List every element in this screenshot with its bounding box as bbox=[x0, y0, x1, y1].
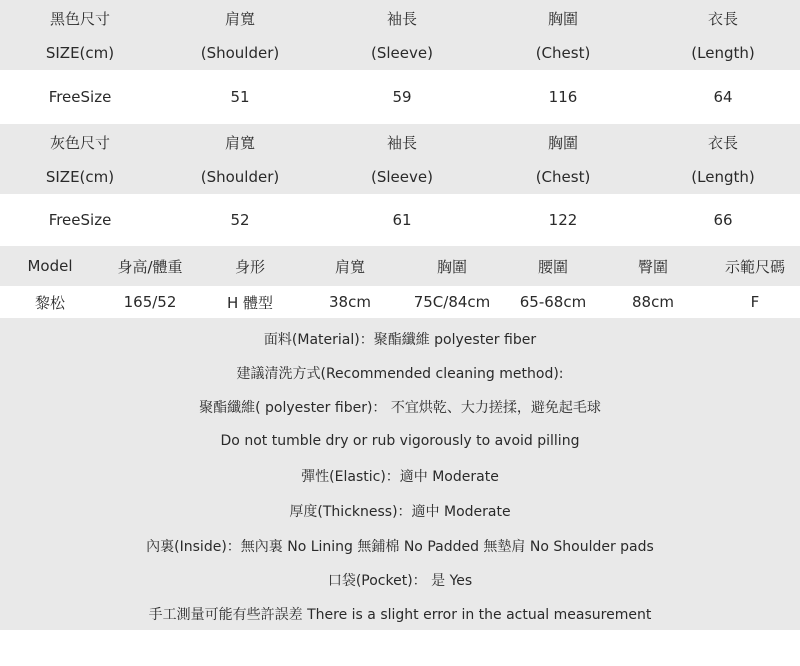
cleaning-note-zh: 聚酯纖維( polyester fiber)： 不宜烘乾、大力搓揉，避免起毛球 bbox=[199, 400, 601, 416]
gray-size-data-row bbox=[0, 194, 800, 246]
elastic-note: 彈性(Elastic)：適中 Moderate bbox=[301, 469, 499, 485]
material-note: 面料(Material)：聚酯纖維 polyester fiber bbox=[263, 332, 537, 348]
length-value: 66 bbox=[713, 211, 733, 229]
waist-value: 65-68cm bbox=[519, 293, 587, 311]
hip-value: 88cm bbox=[632, 293, 674, 311]
size-label: FreeSize bbox=[48, 211, 112, 229]
col-length-en: (Length) bbox=[691, 44, 755, 62]
cleaning-note-en: Do not tumble dry or rub vigorously to avoid pilling bbox=[220, 433, 580, 449]
size-unit-label: SIZE(cm) bbox=[45, 44, 115, 62]
gray-size-header bbox=[0, 124, 800, 194]
col-sleeve-zh: 袖長 bbox=[386, 133, 417, 152]
sleeve-value: 59 bbox=[392, 88, 412, 106]
col-chest-zh: 胸圍 bbox=[547, 133, 578, 152]
model-name: 黎松 bbox=[34, 293, 65, 312]
col-chest-en: (Chest) bbox=[535, 168, 591, 186]
shoulder-value: 38cm bbox=[329, 293, 371, 311]
col-shoulder-zh: 肩寬 bbox=[224, 9, 255, 28]
shoulder-header: 肩寬 bbox=[334, 257, 365, 276]
hip-header: 臀圍 bbox=[637, 257, 668, 276]
col-sleeve-en: (Sleeve) bbox=[371, 168, 433, 186]
model-header: Model bbox=[27, 257, 73, 275]
pocket-note: 口袋(Pocket)： 是 Yes bbox=[327, 573, 473, 589]
col-shoulder-en: (Shoulder) bbox=[200, 168, 280, 186]
size-unit-label: SIZE(cm) bbox=[45, 168, 115, 186]
height-weight-value: 165/52 bbox=[123, 293, 177, 311]
measurement-error-note: 手工測量可能有些許誤差 There is a slight error in the actual measurement bbox=[148, 607, 652, 623]
col-sleeve-en: (Sleeve) bbox=[371, 44, 433, 62]
shoulder-value: 51 bbox=[230, 88, 250, 106]
body-type-header: 身形 bbox=[234, 257, 265, 276]
col-chest-en: (Chest) bbox=[535, 44, 591, 62]
chest-value: 75C/84cm bbox=[413, 293, 491, 311]
model-table-row bbox=[0, 286, 800, 318]
shoulder-value: 52 bbox=[230, 211, 250, 229]
demo-size-value: F bbox=[750, 293, 760, 311]
col-sleeve-zh: 袖長 bbox=[386, 9, 417, 28]
inside-note: 內裏(Inside)：無內裏 No Lining 無鋪棉 No Padded 無墊肩 No Shoulder pads bbox=[146, 539, 654, 555]
black-size-data-row bbox=[0, 70, 800, 124]
length-value: 64 bbox=[713, 88, 733, 106]
waist-header: 腰圍 bbox=[537, 257, 568, 276]
col-length-en: (Length) bbox=[691, 168, 755, 186]
demo-size-header: 示範尺碼 bbox=[724, 257, 785, 276]
col-length-zh: 衣長 bbox=[707, 133, 738, 152]
model-table-header bbox=[0, 246, 800, 286]
col-length-zh: 衣長 bbox=[707, 9, 738, 28]
col-shoulder-en: (Shoulder) bbox=[200, 44, 280, 62]
height-weight-header: 身高/體重 bbox=[117, 257, 183, 276]
chest-value: 116 bbox=[548, 88, 578, 106]
size-label: FreeSize bbox=[48, 88, 112, 106]
product-notes bbox=[0, 318, 800, 630]
col-chest-zh: 胸圍 bbox=[547, 9, 578, 28]
black-size-header bbox=[0, 0, 800, 70]
chest-value: 122 bbox=[548, 211, 578, 229]
cleaning-title: 建議清洗方式(Recommended cleaning method): bbox=[236, 366, 564, 382]
chest-header: 胸圍 bbox=[436, 257, 467, 276]
gray-size-title: 灰色尺寸 bbox=[49, 133, 110, 152]
col-shoulder-zh: 肩寬 bbox=[224, 133, 255, 152]
sleeve-value: 61 bbox=[392, 211, 412, 229]
thickness-note: 厚度(Thickness)：適中 Moderate bbox=[289, 504, 511, 520]
body-type-value: H 體型 bbox=[226, 293, 274, 312]
black-size-title: 黑色尺寸 bbox=[49, 9, 110, 28]
